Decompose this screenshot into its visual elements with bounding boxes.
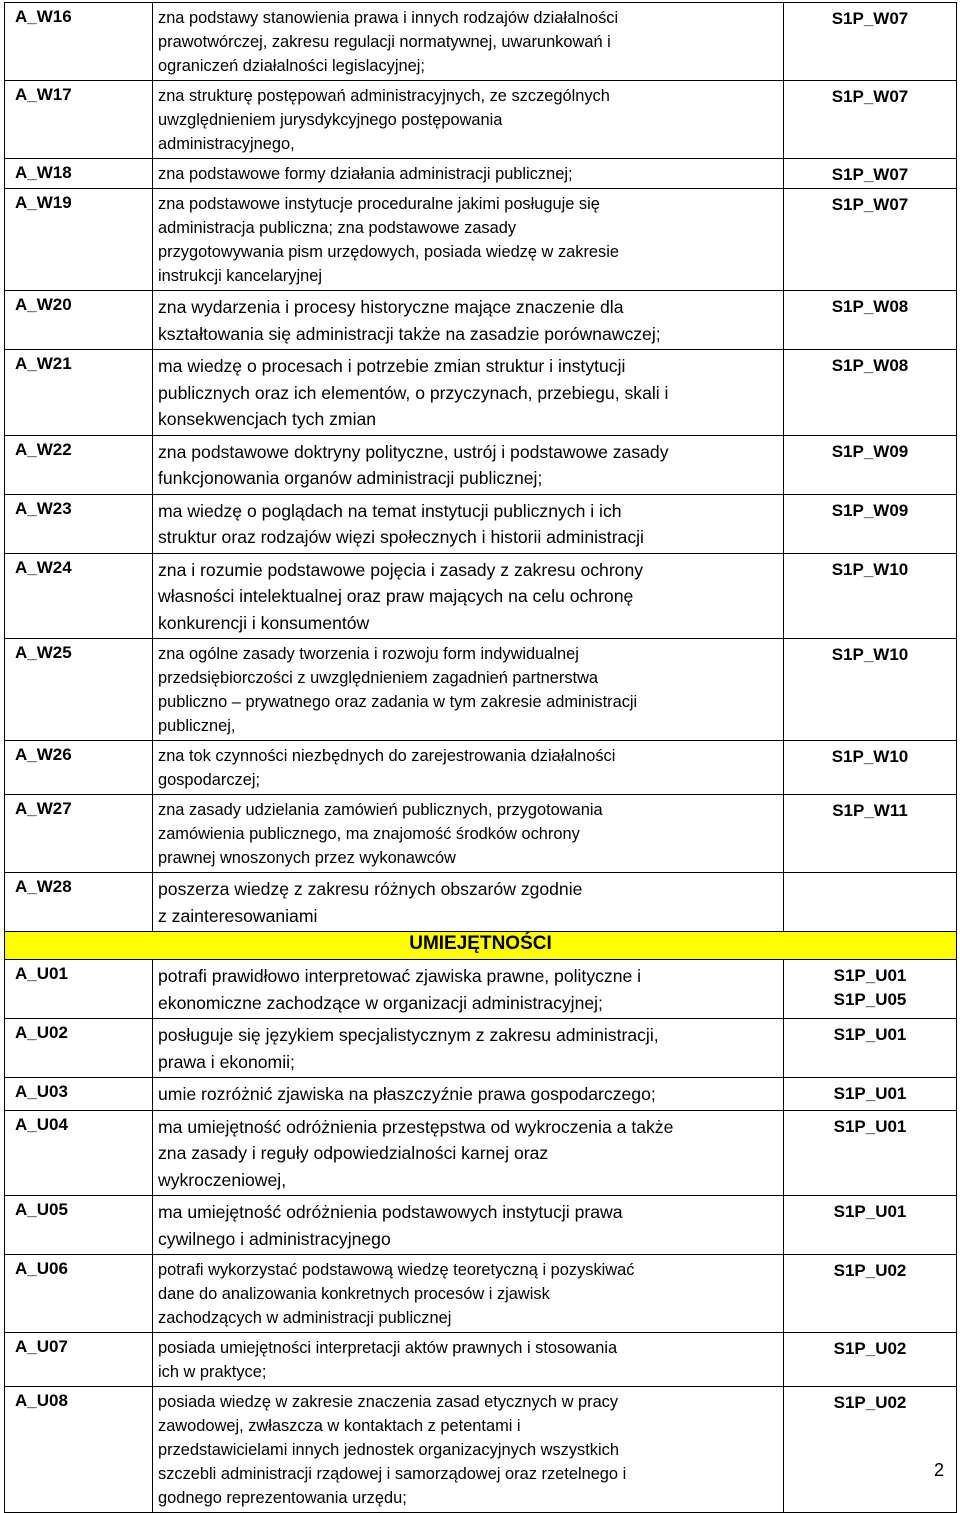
description-line: umie rozróżnić zjawiska na płaszczyźnie prawa gospodarczego; xyxy=(158,1084,656,1104)
description-line: zna tok czynności niezbędnych do zarejestrowania działalności xyxy=(158,747,616,765)
outcome-code: A_W18 xyxy=(5,159,153,189)
table-row xyxy=(5,1255,957,1333)
outcome-description xyxy=(153,1019,784,1078)
reference-code: S1P_W07 xyxy=(831,9,909,28)
outcome-reference xyxy=(784,1019,957,1078)
description-line: kształtowania się administracji także na zasadzie porównawczej; xyxy=(158,323,661,344)
outcome-description xyxy=(153,3,784,81)
outcome-code: A_U01 xyxy=(5,960,153,1019)
description-line: cywilnego i administracyjnego xyxy=(158,1228,391,1249)
description-line: posiada wiedzę w zakresie znaczenia zasad etycznych w pracy xyxy=(158,1393,619,1411)
outcome-reference xyxy=(784,1255,957,1333)
outcome-description xyxy=(153,291,784,350)
description-line: przedstawicielami innych jednostek organizacyjnych wszystkich xyxy=(158,1441,619,1459)
outcome-description xyxy=(153,350,784,436)
description-line: dane do analizowania konkretnych procesów i zjawisk xyxy=(158,1285,550,1303)
reference-code: S1P_U01 xyxy=(833,1202,907,1221)
description-line: administracyjnego, xyxy=(158,135,295,153)
outcome-description xyxy=(153,873,784,932)
outcome-code: A_W28 xyxy=(5,873,153,932)
reference-code: S1P_U05 xyxy=(833,990,907,1009)
description-line: administracja publiczna; zna podstawowe zasady xyxy=(158,219,517,237)
outcome-reference xyxy=(784,795,957,873)
outcome-reference xyxy=(784,1078,957,1111)
outcome-reference xyxy=(784,1110,957,1196)
table-row xyxy=(5,553,957,639)
table-row xyxy=(5,81,957,159)
outcome-code: A_U08 xyxy=(5,1387,153,1513)
section-header-row xyxy=(5,932,957,960)
outcome-code: A_U05 xyxy=(5,1196,153,1255)
outcome-description xyxy=(153,960,784,1019)
reference-code: S1P_W07 xyxy=(831,87,909,106)
description-line: zna podstawowe doktryny polityczne, ustrój i podstawowe zasady xyxy=(158,441,669,462)
description-line: publiczno – prywatnego oraz zadania w tym zakresie administracji xyxy=(158,693,638,711)
reference-code: S1P_W07 xyxy=(831,165,909,184)
outcome-description xyxy=(153,1110,784,1196)
description-line: ma wiedzę o procesach i potrzebie zmian struktur i instytucji xyxy=(158,356,626,376)
outcome-description xyxy=(153,741,784,795)
description-line: zna wydarzenia i procesy historyczne mające znaczenie dla xyxy=(158,297,624,317)
reference-code: S1P_W08 xyxy=(831,297,909,316)
description-line: prawa i ekonomii; xyxy=(158,1051,295,1072)
description-line: przedsiębiorczości z uwzględnieniem zagadnień partnerstwa xyxy=(158,669,599,687)
outcome-description xyxy=(153,1078,784,1111)
table-row xyxy=(5,795,957,873)
reference-code: S1P_U01 xyxy=(833,1116,907,1136)
outcome-reference xyxy=(784,1196,957,1255)
outcome-description xyxy=(153,639,784,741)
outcome-description xyxy=(153,1196,784,1255)
description-line: przygotowywania pism urzędowych, posiada wiedzę w zakresie xyxy=(158,243,619,261)
table-row xyxy=(5,1019,957,1078)
outcome-reference xyxy=(784,350,957,436)
description-line: ma umiejętność odróżnienia podstawowych instytucji prawa xyxy=(158,1202,623,1222)
outcome-code: A_W27 xyxy=(5,795,153,873)
outcome-description xyxy=(153,1333,784,1387)
table-row xyxy=(5,1333,957,1387)
reference-code: S1P_U02 xyxy=(833,1339,907,1358)
description-line: prawotwórczej, zakresu regulacji normatywnej, uwarunkowań i xyxy=(158,33,611,51)
table-row xyxy=(5,873,957,932)
learning-outcomes-table xyxy=(4,2,957,1513)
outcome-code: A_U02 xyxy=(5,1019,153,1078)
outcome-reference xyxy=(784,159,957,189)
outcome-description xyxy=(153,81,784,159)
outcome-reference xyxy=(784,639,957,741)
table-row xyxy=(5,189,957,291)
outcome-reference xyxy=(784,291,957,350)
description-line: zna i rozumie podstawowe pojęcia i zasady z zakresu ochrony xyxy=(158,559,644,580)
description-line: potrafi prawidłowo interpretować zjawiska prawne, polityczne i xyxy=(158,966,642,986)
description-line: ograniczeń działalności legislacyjnej; xyxy=(158,57,425,75)
table-row xyxy=(5,494,957,553)
description-line: zna strukturę postępowań administracyjnych, ze szczególnych xyxy=(158,87,610,105)
outcome-code: A_U07 xyxy=(5,1333,153,1387)
outcome-code: A_U04 xyxy=(5,1110,153,1196)
outcome-code: A_W22 xyxy=(5,435,153,494)
table-row xyxy=(5,960,957,1019)
description-line: zna zasady i reguły odpowiedzialności karnej oraz xyxy=(158,1143,549,1163)
description-line: publicznych oraz ich elementów, o przyczynach, przebiegu, skali i xyxy=(158,382,669,403)
description-line: własności intelektualnej oraz praw mających na celu ochronę xyxy=(158,586,634,606)
outcome-reference xyxy=(784,873,957,932)
reference-code: S1P_W11 xyxy=(832,801,908,820)
reference-code: S1P_W08 xyxy=(831,356,909,375)
reference-code: S1P_W09 xyxy=(831,441,909,461)
description-line: konsekwencjach tych zmian xyxy=(158,409,377,429)
outcome-code: A_W21 xyxy=(5,350,153,436)
reference-code: S1P_U02 xyxy=(833,1393,907,1412)
outcome-reference xyxy=(784,494,957,553)
description-line: ma wiedzę o poglądach na temat instytucji publicznych i ich xyxy=(158,500,622,521)
table-row xyxy=(5,639,957,741)
outcome-reference xyxy=(784,1333,957,1387)
outcome-reference xyxy=(784,81,957,159)
reference-code: S1P_W10 xyxy=(831,747,909,766)
description-line: instrukcji kancelaryjnej xyxy=(158,267,322,285)
description-line: prawnej wnoszonych przez wykonawców xyxy=(158,849,456,867)
outcome-description xyxy=(153,189,784,291)
description-line: poszerza wiedzę z zakresu różnych obszarów zgodnie xyxy=(158,879,583,899)
outcome-reference xyxy=(784,3,957,81)
description-line: posługuje się językiem specjalistycznym z zakresu administracji, xyxy=(158,1025,659,1045)
description-line: zamówienia publicznego, ma znajomość środków ochrony xyxy=(158,825,580,843)
description-line: zachodzących w administracji publicznej xyxy=(158,1309,452,1327)
description-line: zna podstawowe formy działania administracji publicznej; xyxy=(158,165,573,183)
reference-code: S1P_U02 xyxy=(833,1261,907,1280)
reference-code: S1P_W10 xyxy=(831,645,909,664)
outcome-code: A_W26 xyxy=(5,741,153,795)
outcome-reference xyxy=(784,960,957,1019)
description-line: struktur oraz rodzajów więzi społecznych i historii administracji xyxy=(158,527,644,547)
table-row xyxy=(5,1078,957,1111)
table-row xyxy=(5,1387,957,1513)
outcome-code: A_W20 xyxy=(5,291,153,350)
outcome-code: A_W25 xyxy=(5,639,153,741)
reference-code: S1P_U01 xyxy=(833,1025,907,1044)
table-row xyxy=(5,1110,957,1196)
outcome-code: A_U06 xyxy=(5,1255,153,1333)
outcome-code: A_U03 xyxy=(5,1078,153,1111)
description-line: z zainteresowaniami xyxy=(158,905,318,926)
description-line: szczebli administracji rządowej i samorządowej oraz rzetelnego i xyxy=(158,1465,627,1483)
description-line: ma umiejętność odróżnienia przestępstwa od wykroczenia a także xyxy=(158,1116,674,1137)
page-number: 2 xyxy=(933,1460,944,1480)
outcome-description xyxy=(153,553,784,639)
description-line: posiada umiejętności interpretacji aktów prawnych i stosowania xyxy=(158,1339,618,1357)
reference-code: S1P_W07 xyxy=(831,195,909,214)
outcome-code: A_W24 xyxy=(5,553,153,639)
description-line: wykroczeniowej, xyxy=(158,1169,287,1190)
description-line: publicznej, xyxy=(158,717,236,735)
description-line: funkcjonowania organów administracji publicznej; xyxy=(158,468,543,488)
table-row xyxy=(5,741,957,795)
reference-code: S1P_W09 xyxy=(831,500,909,520)
description-line: zna zasady udzielania zamówień publicznych, przygotowania xyxy=(158,801,603,819)
description-line: ich w praktyce; xyxy=(158,1363,267,1381)
table-row xyxy=(5,291,957,350)
outcome-reference xyxy=(784,741,957,795)
outcome-reference xyxy=(784,189,957,291)
outcome-description xyxy=(153,159,784,189)
table-row xyxy=(5,159,957,189)
description-line: zna podstawy stanowienia prawa i innych rodzajów działalności xyxy=(158,9,619,27)
description-line: godnego reprezentowania urzędu; xyxy=(158,1489,407,1507)
description-line: zawodowej, zwłaszcza w kontaktach z petentami i xyxy=(158,1417,521,1435)
table-row xyxy=(5,1196,957,1255)
table-row xyxy=(5,350,957,436)
outcome-description xyxy=(153,1387,784,1513)
outcome-description xyxy=(153,1255,784,1333)
section-header: UMIEJĘTNOŚCI xyxy=(5,932,957,960)
outcome-reference xyxy=(784,1387,957,1513)
outcome-code: A_W17 xyxy=(5,81,153,159)
reference-code: S1P_U01 xyxy=(833,966,907,985)
outcome-description xyxy=(153,795,784,873)
description-line: potrafi wykorzystać podstawową wiedzę teoretyczną i pozyskiwać xyxy=(158,1261,635,1279)
table-row xyxy=(5,435,957,494)
outcome-code: A_W23 xyxy=(5,494,153,553)
outcome-code: A_W16 xyxy=(5,3,153,81)
description-line: ekonomiczne zachodzące w organizacji administracyjnej; xyxy=(158,992,603,1013)
outcome-code: A_W19 xyxy=(5,189,153,291)
description-line: zna ogólne zasady tworzenia i rozwoju form indywidualnej xyxy=(158,645,579,663)
outcome-reference xyxy=(784,435,957,494)
table-row xyxy=(5,3,957,81)
reference-code: S1P_U01 xyxy=(833,1084,907,1103)
outcome-description xyxy=(153,494,784,553)
description-line: konkurencji i konsumentów xyxy=(158,612,370,633)
description-line: zna podstawowe instytucje proceduralne jakimi posługuje się xyxy=(158,195,600,213)
description-line: uwzględnieniem jurysdykcyjnego postępowania xyxy=(158,111,503,129)
table-body xyxy=(5,3,957,1513)
description-line: gospodarczej; xyxy=(158,771,261,789)
outcome-reference xyxy=(784,553,957,639)
reference-code: S1P_W10 xyxy=(831,559,909,579)
outcome-description xyxy=(153,435,784,494)
